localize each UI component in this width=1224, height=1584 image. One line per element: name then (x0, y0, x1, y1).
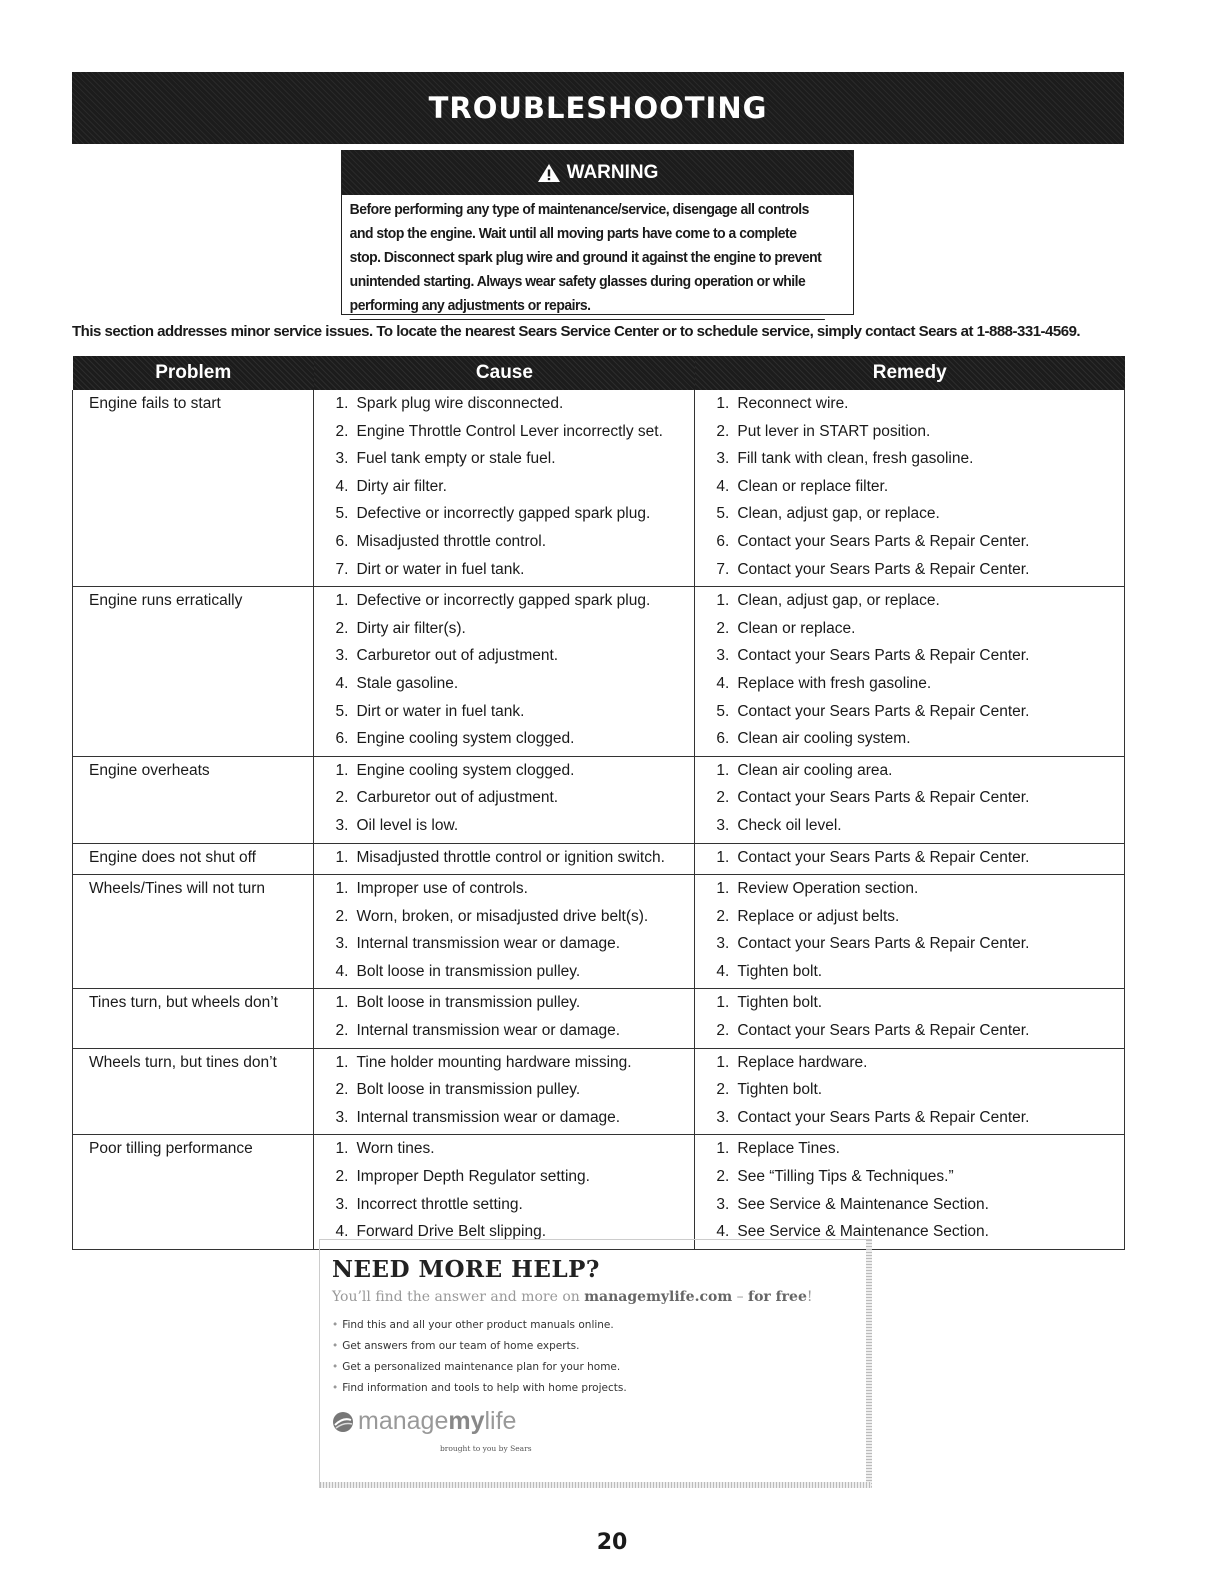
cause-text: Dirt or water in fuel tank. (356, 702, 525, 720)
remedy-cell (695, 1048, 1125, 1135)
remedy-item (695, 728, 1124, 756)
help-bullet: • Get a personalized maintenance plan for your home. (332, 1357, 871, 1378)
cause-text: Spark plug wire disconnected. (356, 395, 564, 412)
item-number: 1. (335, 592, 349, 610)
help-sub-end: ! (806, 1289, 813, 1305)
remedy-cell (695, 989, 1125, 1048)
item-number: 1. (335, 848, 349, 866)
warning-line: and stop the engine. Wait until all moving parts have come to a complete (349, 226, 797, 242)
warning-line: unintended starting. Always wear safety glasses during operation or while (349, 274, 806, 290)
remedy-text: Contact your Sears Parts & Repair Center. (737, 1108, 1030, 1126)
remedy-cell (695, 843, 1125, 875)
remedy-text: Contact your Sears Parts & Repair Center. (737, 789, 1030, 807)
cause-list (314, 878, 694, 988)
item-number: 3. (716, 647, 730, 665)
remedy-text: Contact your Sears Parts & Repair Center. (737, 935, 1030, 953)
remedy-text: Tighten bolt. (737, 994, 823, 1012)
intro-text: This section addresses minor service issues. To locate the nearest Sears Service Center or to schedule service, simply contact Sears at 1-888-331-4569. (72, 323, 1081, 340)
problem-text: Engine fails to start (89, 395, 221, 412)
cause-cell (314, 390, 695, 587)
remedy-text: Replace with fresh gasoline. (737, 674, 932, 692)
remedy-list (695, 847, 1124, 875)
item-number: 3. (335, 647, 349, 665)
remedy-list (695, 393, 1124, 586)
cause-item (314, 1194, 694, 1222)
help-bullet-list (332, 1315, 871, 1399)
remedy-item (695, 476, 1124, 504)
remedy-item (695, 503, 1124, 531)
remedy-item (695, 906, 1124, 934)
cause-text: Incorrect throttle setting. (356, 1195, 523, 1213)
item-number: 5. (716, 702, 730, 720)
help-subtitle (332, 1289, 871, 1305)
help-free: for free (748, 1289, 807, 1305)
remedy-text: Clean, adjust gap, or replace. (737, 592, 940, 610)
cause-text: Worn tines. (356, 1140, 435, 1158)
remedy-text: Replace or adjust belts. (737, 907, 900, 925)
remedy-item (695, 1052, 1124, 1080)
cause-item (314, 760, 694, 788)
remedy-text: Clean air cooling area. (737, 761, 893, 779)
remedy-text: See Service & Maintenance Section. (737, 1195, 989, 1213)
remedy-item (695, 961, 1124, 989)
remedy-item (695, 618, 1124, 646)
brought-by-text: brought to you by Sears (440, 1444, 532, 1453)
cause-list (314, 393, 694, 586)
remedy-cell (695, 587, 1125, 757)
cause-cell (314, 587, 695, 757)
cause-item (314, 701, 694, 729)
cause-list (314, 1138, 694, 1248)
item-number: 1. (335, 1053, 349, 1071)
cause-cell (314, 989, 695, 1048)
remedy-text: Contact your Sears Parts & Repair Center. (737, 560, 1030, 578)
cause-item (314, 1052, 694, 1080)
cause-text: Dirty air filter(s). (356, 619, 466, 637)
item-number: 1. (716, 1140, 730, 1158)
cause-item (314, 448, 694, 476)
cause-item (314, 1107, 694, 1135)
item-number: 6. (716, 730, 730, 748)
cause-text: Internal transmission wear or damage. (356, 1022, 621, 1040)
item-number: 3. (335, 450, 349, 468)
cause-text: Carburetor out of adjustment. (356, 647, 559, 665)
cause-item (314, 847, 694, 875)
help-site-link[interactable]: managemylife.com (584, 1289, 733, 1305)
item-number: 2. (716, 1081, 730, 1099)
item-number: 2. (335, 422, 349, 440)
remedy-list (695, 1052, 1124, 1135)
remedy-cell (695, 756, 1125, 843)
cause-item (314, 1079, 694, 1107)
cause-text: Misadjusted throttle control or ignition switch. (356, 848, 665, 866)
item-number: 2. (716, 1168, 730, 1186)
cause-item (314, 815, 694, 843)
cause-text: Bolt loose in transmission pulley. (356, 1081, 581, 1099)
cause-text: Carburetor out of adjustment. (356, 789, 559, 807)
logo-text: managemylife (358, 1407, 517, 1435)
remedy-item (695, 1107, 1124, 1135)
item-number: 1. (716, 880, 730, 898)
cause-item (314, 878, 694, 906)
cause-item (314, 531, 694, 559)
item-number: 3. (335, 935, 349, 953)
cause-item (314, 1166, 694, 1194)
item-number: 1. (716, 592, 730, 610)
cause-cell (314, 1135, 695, 1249)
help-bullet: • Find this and all your other product manuals online. (332, 1315, 871, 1336)
remedy-text: Clean, adjust gap, or replace. (737, 505, 940, 523)
remedy-text: Fill tank with clean, fresh gasoline. (737, 450, 974, 468)
remedy-item (695, 847, 1124, 875)
remedy-item (695, 1138, 1124, 1166)
help-sub-prefix: You’ll find the answer and more on (332, 1289, 585, 1305)
remedy-item (695, 421, 1124, 449)
table-row (73, 587, 1125, 757)
table-row (73, 756, 1125, 843)
item-number: 3. (335, 1108, 349, 1126)
cause-text: Improper use of controls. (356, 880, 528, 898)
remedy-list (695, 590, 1124, 756)
cause-item (314, 645, 694, 673)
problem-text: Tines turn, but wheels don’t (89, 994, 278, 1012)
item-number: 3. (716, 1195, 730, 1213)
cause-item (314, 673, 694, 701)
item-number: 2. (335, 1022, 349, 1040)
item-number: 4. (335, 962, 349, 980)
warning-line: Before performing any type of maintenance/service, disengage all controls (349, 202, 809, 218)
help-title: NEED MORE HELP? (332, 1256, 600, 1283)
header-problem: Problem (73, 356, 314, 390)
problem-text: Poor tilling performance (89, 1140, 253, 1158)
header-remedy: Remedy (695, 356, 1125, 390)
cause-item (314, 933, 694, 961)
cause-text: Dirt or water in fuel tank. (356, 560, 525, 578)
item-number: 1. (335, 994, 349, 1012)
cause-item (314, 503, 694, 531)
cause-text: Oil level is low. (356, 816, 459, 834)
problem-cell (73, 1135, 314, 1249)
item-number: 6. (335, 730, 349, 748)
table-row (73, 875, 1125, 989)
item-number: 1. (335, 395, 349, 412)
remedy-list (695, 878, 1124, 988)
item-number: 3. (716, 1108, 730, 1126)
item-number: 2. (716, 789, 730, 807)
remedy-item (695, 645, 1124, 673)
item-number: 5. (716, 505, 730, 523)
table-row (73, 989, 1125, 1048)
help-bullet: • Find information and tools to help with home projects. (332, 1378, 871, 1399)
cause-list (314, 590, 694, 756)
remedy-item (695, 673, 1124, 701)
cause-cell (314, 843, 695, 875)
item-number: 2. (335, 619, 349, 637)
item-number: 4. (335, 674, 349, 692)
cause-list (314, 992, 694, 1047)
cause-text: Bolt loose in transmission pulley. (356, 994, 581, 1012)
need-more-help-box (319, 1239, 872, 1488)
item-number: 3. (335, 816, 349, 834)
item-number: 5. (335, 702, 349, 720)
remedy-item (695, 559, 1124, 587)
item-number: 1. (716, 761, 730, 779)
item-number: 2. (716, 619, 730, 637)
cause-item (314, 559, 694, 587)
table-row (73, 390, 1125, 587)
title-bar (72, 72, 1124, 144)
remedy-text: Clean or replace filter. (737, 477, 889, 495)
item-number: 4. (716, 674, 730, 692)
table-row (73, 843, 1125, 875)
remedy-text: Tighten bolt. (737, 1081, 823, 1099)
remedy-text: Contact your Sears Parts & Repair Center. (737, 647, 1030, 665)
problem-cell (73, 390, 314, 587)
item-number: 3. (716, 450, 730, 468)
remedy-text: Clean or replace. (737, 619, 856, 637)
cause-text: Stale gasoline. (356, 674, 459, 692)
item-number: 1. (716, 395, 730, 412)
item-number: 2. (716, 422, 730, 440)
cause-text: Dirty air filter. (356, 477, 447, 495)
remedy-list (695, 992, 1124, 1047)
cause-text: Engine cooling system clogged. (356, 730, 575, 748)
remedy-item (695, 760, 1124, 788)
item-number: 5. (335, 505, 349, 523)
remedy-list (695, 760, 1124, 843)
item-number: 1. (335, 1140, 349, 1158)
item-number: 7. (335, 560, 349, 578)
remedy-item (695, 933, 1124, 961)
cause-text: Bolt loose in transmission pulley. (356, 962, 581, 980)
problem-cell (73, 587, 314, 757)
cause-cell (314, 875, 695, 989)
cause-text: Defective or incorrectly gapped spark plug. (356, 592, 651, 610)
warning-box (341, 150, 854, 315)
remedy-text: Tighten bolt. (737, 962, 823, 980)
item-number: 3. (716, 816, 730, 834)
problem-cell (73, 756, 314, 843)
remedy-item (695, 787, 1124, 815)
item-number: 1. (335, 761, 349, 779)
item-number: 2. (335, 907, 349, 925)
remedy-item (695, 815, 1124, 843)
remedy-item (695, 393, 1124, 421)
item-number: 1. (716, 994, 730, 1012)
problem-cell (73, 989, 314, 1048)
cause-item (314, 961, 694, 989)
cause-item (314, 1138, 694, 1166)
cause-item (314, 590, 694, 618)
warning-text (342, 195, 833, 320)
remedy-item (695, 992, 1124, 1020)
cause-list (314, 847, 694, 875)
remedy-item (695, 701, 1124, 729)
table-row (73, 1048, 1125, 1135)
item-number: 2. (335, 1168, 349, 1186)
remedy-text: Contact your Sears Parts & Repair Center. (737, 702, 1030, 720)
item-number: 4. (716, 477, 730, 495)
problem-text: Engine runs erratically (89, 592, 243, 610)
box-shadow-bottom (320, 1482, 871, 1488)
item-number: 2. (335, 1081, 349, 1099)
help-bullet: • Get answers from our team of home experts. (332, 1336, 871, 1357)
page-title: TROUBLESHOOTING (428, 91, 768, 125)
cause-item (314, 393, 694, 421)
cause-list (314, 760, 694, 843)
cause-item (314, 992, 694, 1020)
table-header-row (73, 356, 1125, 390)
remedy-text: Contact your Sears Parts & Repair Center. (737, 1022, 1030, 1040)
remedy-item (695, 590, 1124, 618)
table-row (73, 1135, 1125, 1249)
item-number: 2. (335, 789, 349, 807)
remedy-text: Contact your Sears Parts & Repair Center. (737, 532, 1030, 550)
globe-icon (332, 1411, 354, 1433)
remedy-item (695, 878, 1124, 906)
remedy-cell (695, 390, 1125, 587)
cause-text: Internal transmission wear or damage. (356, 1108, 621, 1126)
remedy-item (695, 1020, 1124, 1048)
problem-cell (73, 875, 314, 989)
cause-item (314, 421, 694, 449)
cause-item (314, 476, 694, 504)
page-number: 20 (596, 1530, 628, 1555)
item-number: 4. (335, 1223, 349, 1241)
item-number: 3. (335, 1195, 349, 1213)
remedy-item (695, 1079, 1124, 1107)
remedy-text: Review Operation section. (737, 880, 919, 898)
remedy-cell (695, 1135, 1125, 1249)
warning-triangle-icon (537, 163, 561, 183)
table-body (73, 390, 1125, 1249)
remedy-item (695, 448, 1124, 476)
cause-text: Misadjusted throttle control. (356, 532, 547, 550)
box-shadow-right (866, 1240, 872, 1487)
cause-text: Internal transmission wear or damage. (356, 935, 621, 953)
cause-text: Defective or incorrectly gapped spark plug. (356, 505, 651, 523)
cause-text: Fuel tank empty or stale fuel. (356, 450, 556, 468)
cause-list (314, 1052, 694, 1135)
remedy-text: Clean air cooling system. (737, 730, 911, 748)
help-sub-dash: – (732, 1289, 749, 1305)
item-number: 1. (716, 1053, 730, 1071)
remedy-text: Replace Tines. (737, 1140, 840, 1158)
cause-item (314, 906, 694, 934)
item-number: 4. (335, 477, 349, 495)
item-number: 2. (716, 907, 730, 925)
warning-line: stop. Disconnect spark plug wire and ground it against the engine to prevent (349, 250, 822, 266)
remedy-item (695, 1166, 1124, 1194)
remedy-text: See “Tilling Tips & Techniques.” (737, 1168, 954, 1186)
cause-cell (314, 756, 695, 843)
cause-text: Forward Drive Belt slipping. (356, 1223, 546, 1241)
remedy-text: See Service & Maintenance Section. (737, 1223, 989, 1241)
remedy-text: Contact your Sears Parts & Repair Center. (737, 848, 1030, 866)
problem-cell (73, 1048, 314, 1135)
remedy-list (695, 1138, 1124, 1248)
problem-text: Wheels turn, but tines don’t (89, 1053, 277, 1071)
problem-text: Wheels/Tines will not turn (89, 880, 266, 898)
cause-text: Engine cooling system clogged. (356, 761, 575, 779)
remedy-text: Replace hardware. (737, 1053, 868, 1071)
cause-cell (314, 1048, 695, 1135)
item-number: 3. (716, 935, 730, 953)
item-number: 2. (716, 1022, 730, 1040)
item-number: 1. (716, 848, 730, 866)
problem-text: Engine overheats (89, 761, 210, 779)
warning-line: performing any adjustments or repairs. (349, 298, 591, 314)
cause-item (314, 1020, 694, 1048)
item-number: 6. (335, 532, 349, 550)
cause-text: Engine Throttle Control Lever incorrectly set. (356, 422, 663, 440)
item-number: 4. (716, 962, 730, 980)
warning-header (342, 150, 853, 195)
remedy-text: Check oil level. (737, 816, 842, 834)
remedy-cell (695, 875, 1125, 989)
remedy-item (695, 531, 1124, 559)
problem-text: Engine does not shut off (89, 848, 256, 866)
cause-text: Improper Depth Regulator setting. (356, 1168, 590, 1186)
item-number: 4. (716, 1223, 730, 1241)
cause-item (314, 787, 694, 815)
remedy-text: Put lever in START position. (737, 422, 931, 440)
header-cause: Cause (314, 356, 695, 390)
remedy-item (695, 1194, 1124, 1222)
troubleshooting-table (72, 356, 1125, 1250)
item-number: 1. (335, 880, 349, 898)
cause-item (314, 728, 694, 756)
managemylife-logo (332, 1407, 871, 1436)
item-number: 6. (716, 532, 730, 550)
remedy-text: Reconnect wire. (737, 395, 849, 412)
cause-text: Worn, broken, or misadjusted drive belt(s). (356, 907, 649, 925)
cause-text: Tine holder mounting hardware missing. (356, 1053, 632, 1071)
warning-label: WARNING (566, 161, 659, 183)
item-number: 7. (716, 560, 730, 578)
problem-cell (73, 843, 314, 875)
cause-item (314, 618, 694, 646)
